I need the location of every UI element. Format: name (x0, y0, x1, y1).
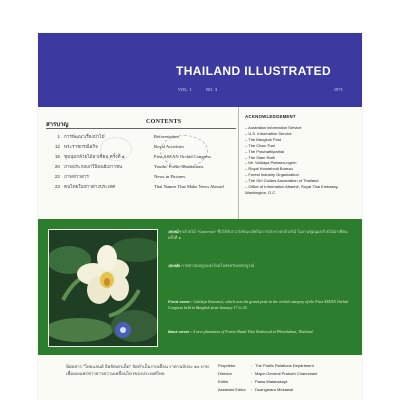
contents-list (46, 134, 236, 194)
issue-number: NO. 3 (206, 87, 218, 92)
page-number: 23 (54, 184, 60, 189)
orchid-illustration (49, 230, 157, 346)
contents-thai-title: ภาพประกอบกวีนิพนธ์เยาวชน (64, 164, 123, 169)
acknowledgement-item: – The Prachathipathai (245, 149, 357, 155)
separator: : (251, 379, 253, 384)
staff-row (218, 371, 358, 379)
contents-item (46, 134, 236, 144)
staff-row (218, 387, 358, 395)
separator: : (251, 363, 253, 368)
front-cover-label: Front cover : (168, 299, 193, 304)
front-cover-thai-label: ปกหน้า (168, 229, 181, 234)
front-cover-thai-caption (168, 229, 354, 240)
staff-row (218, 363, 358, 371)
acknowledgement-item: – Australian Information Service (245, 125, 357, 131)
acknowledgement-item: – U.S. Information Service (245, 131, 357, 137)
staff-name: The Public Relations Department (255, 363, 314, 368)
contents-title: Thai Names That Make News Abroad (154, 184, 224, 189)
acknowledgement-item: – The Siam Rath (245, 155, 357, 161)
back-cover-label: Back cover : (168, 329, 192, 334)
contents-item (46, 164, 236, 174)
staff-name: Duangmara Mekawat (255, 387, 294, 392)
thai-paragraph: นิตยสาร "ไทยแลนด์ อิลลัสเตรเต็ด" จัดทำเป็นรายเดือน ราคาฉบับละ ๑๐ บาท เพื่อเผยแพร่ข่าวสารความเคลื่อนไหวของประเทศไทย (66, 364, 209, 376)
divider (46, 128, 236, 129)
contents-thai-title: คนไทยในข่าวต่างประเทศ (64, 184, 116, 189)
acknowledgement-list (245, 125, 357, 196)
staff-row (218, 379, 358, 387)
acknowledgement-item: – The Chao Thai (245, 143, 357, 149)
contents-thai-title: พระราชกรณียกิจ (64, 144, 98, 149)
acknowledgement-section (238, 107, 362, 219)
orchid-photo (48, 229, 158, 347)
contents-title: News in Pictures (154, 174, 186, 179)
staff-role: Assistant Editor (218, 387, 246, 392)
contents-item (46, 154, 236, 164)
back-cover-thai-label: ปกหลัง (168, 263, 181, 268)
acknowledgement-item: – The Girl Guides Association of Thailand (245, 178, 357, 184)
page-number: 12 (54, 144, 60, 149)
masthead (38, 33, 362, 107)
page-number: 15 (54, 154, 60, 159)
imprint-section (38, 355, 362, 400)
acknowledgement-item: – Office of Information Attaché, Royal Thai Embassy, Washington, D.C. (245, 184, 357, 196)
magazine-page (38, 33, 362, 400)
staff-role: Editor (218, 379, 229, 384)
acknowledgement-item: – The Bangkok Post (245, 137, 357, 143)
separator: : (251, 371, 253, 376)
contents-title: Royal Activities (154, 144, 184, 149)
staff-name: Pawa Watanasupt (255, 379, 288, 384)
back-cover-thai-caption (168, 263, 354, 269)
caption-band (38, 219, 362, 355)
contents-item (46, 144, 236, 154)
acknowledgement-heading: ACKNOWLEDGEMENT (245, 114, 296, 119)
contents-item (46, 184, 236, 194)
separator: : (251, 387, 253, 392)
acknowledgement-item: – Forest Industry Organization (245, 172, 357, 178)
page-number: 1 (57, 134, 60, 139)
contents-thai-heading: สารบาญ (46, 122, 69, 128)
page-number: 20 (54, 164, 60, 169)
staff-name: Major-General Prakorb Chanumani (255, 371, 318, 376)
back-cover-thai-text: ภาพป่าสนปลูกแห่งใหม่ในจังหวัดเพชรบูรณ์ (181, 263, 255, 268)
front-cover-caption (168, 299, 354, 310)
staff-role: Proprietor (218, 363, 236, 368)
back-cover-caption (168, 329, 354, 335)
staff-role: Director (218, 371, 233, 376)
back-cover-text: A new plantation of Forest Shade Thai Teakwood at Phetchabun, Thailand. (192, 329, 314, 334)
page-number: 22 (54, 174, 60, 179)
magazine-title: THAILAND ILLUSTRATED (176, 64, 332, 78)
contents-thai-title: การพัฒนาเรื่องป่าไม้ (64, 134, 105, 139)
staff-list (218, 363, 358, 395)
contents-thai-title: ภาพข่าวสาร (64, 174, 89, 179)
issue-year: 1971 (334, 87, 344, 92)
contents-thai-title: ชุมนุมกล้วยไม้อาเซียน ครั้งที่ ๑ (64, 154, 125, 159)
volume-label: VOL. 1 (178, 87, 193, 92)
front-cover-text: Cattleya Kasemsri, which won the grand prize in the orchid category of the First ASEAN Orchid Congress held in Bangkok from January 17 to 25. (168, 299, 349, 310)
contents-title: Reforestation (154, 134, 179, 139)
acknowledgement-item: – Mr. Vidhaya Pinkaeo-ngern (245, 160, 357, 166)
contents-heading: CONTENTS (146, 119, 182, 125)
contents-title: Youths' Poetic Illustrations (154, 164, 204, 169)
front-cover-thai-text: กล้วยไม้ "Kasemsri" ซึ่งได้รับรางวัลชนะเลิศในการประกวดกล้วยไม้ ในงานชุมนุมกล้วยไม้อาเซียน ครั้งที่ ๑ (168, 229, 348, 240)
acknowledgement-item: – Royal Household Bureau (245, 166, 357, 172)
contents-item (46, 174, 236, 184)
contents-section (38, 107, 238, 219)
contents-title: First ASEAN Orchid Congress (154, 154, 211, 159)
